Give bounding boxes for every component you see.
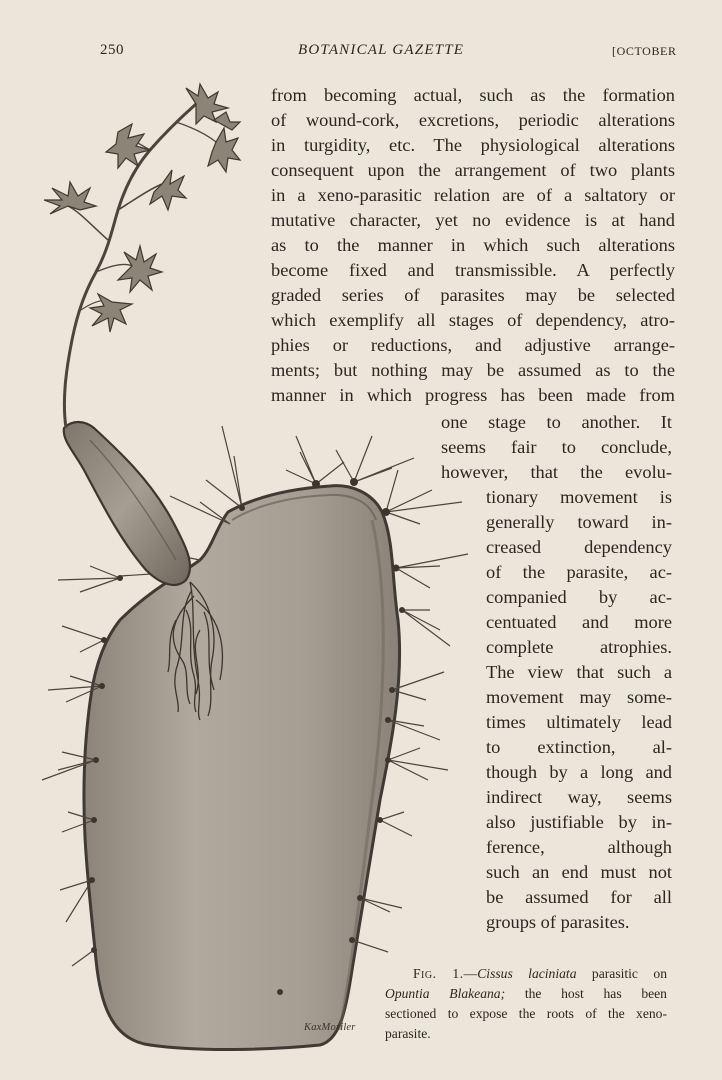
body-line: ments; but nothing may be assumed as to the xyxy=(271,360,675,380)
body-line: of the parasite, ac- xyxy=(486,562,672,582)
body-line: in turgidity, etc. The physiological alterations xyxy=(271,135,675,155)
body-line: creased dependency xyxy=(486,537,672,557)
body-line: The view that such a xyxy=(486,662,672,682)
body-line: from becoming actual, such as the formation xyxy=(271,85,675,105)
body-line: seems fair to conclude, xyxy=(441,437,672,457)
body-line: however, that the evolu- xyxy=(441,462,672,482)
body-line: times ultimately lead xyxy=(486,712,672,732)
body-line: one stage to another. It xyxy=(441,412,672,432)
figure-label: Fig. 1. xyxy=(413,966,464,981)
artist-signature: KaxMoriler xyxy=(304,1022,356,1033)
body-line: to extinction, al- xyxy=(486,737,672,757)
issue-month: [OCTOBER xyxy=(612,44,677,58)
host-species: Opuntia Blakeana; xyxy=(385,986,506,1001)
page-number: 250 xyxy=(100,42,124,58)
body-line: such an end must not xyxy=(486,862,672,882)
caption-line: sectioned to expose the roots of the xeno- xyxy=(385,1006,667,1021)
body-line: of wound-cork, excretions, periodic alterations xyxy=(271,110,675,130)
running-title: BOTANICAL GAZETTE xyxy=(298,42,465,58)
caption-text: parasitic on xyxy=(576,966,667,981)
body-line: as to the manner in which such alterations xyxy=(271,235,675,255)
body-line: which exemplify all stages of dependency, atro- xyxy=(271,310,675,330)
body-line: graded series of parasites may be selected xyxy=(271,285,675,305)
body-line: manner in which progress has been made from xyxy=(271,385,675,405)
parasite-species: Cissus laciniata xyxy=(477,966,577,981)
body-line: tionary movement is xyxy=(486,487,672,507)
vine-leaves xyxy=(44,84,240,332)
body-line: consequent upon the arrangement of two plants xyxy=(271,160,675,180)
body-line: mutative character, yet no evidence is at hand xyxy=(271,210,675,230)
caption-dash: — xyxy=(463,966,478,981)
body-line: though by a long and xyxy=(486,762,672,782)
body-line: ference, although xyxy=(486,837,672,857)
opuntia-pad xyxy=(84,486,400,1050)
body-line: groups of parasites. xyxy=(486,912,630,932)
body-line: indirect way, seems xyxy=(486,787,672,807)
vine-tuber xyxy=(64,422,190,585)
body-line: become fixed and transmissible. A perfectly xyxy=(271,260,675,280)
caption-line: parasite. xyxy=(385,1026,431,1041)
body-line: movement may some- xyxy=(486,687,672,707)
body-line: centuated and more xyxy=(486,612,672,632)
caption-text: the host has been xyxy=(505,986,667,1001)
page-header xyxy=(0,42,722,64)
body-line: also justifiable by in- xyxy=(486,812,672,832)
body-line: companied by ac- xyxy=(486,587,672,607)
body-line: generally toward in- xyxy=(486,512,672,532)
body-line: phies or reductions, and adjustive arrange- xyxy=(271,335,675,355)
figure-caption xyxy=(385,964,667,1044)
body-line: complete atrophies. xyxy=(486,637,672,657)
body-line: in a xeno-parasitic relation are of a saltatory or xyxy=(271,185,675,205)
body-line: be assumed for all xyxy=(486,887,672,907)
